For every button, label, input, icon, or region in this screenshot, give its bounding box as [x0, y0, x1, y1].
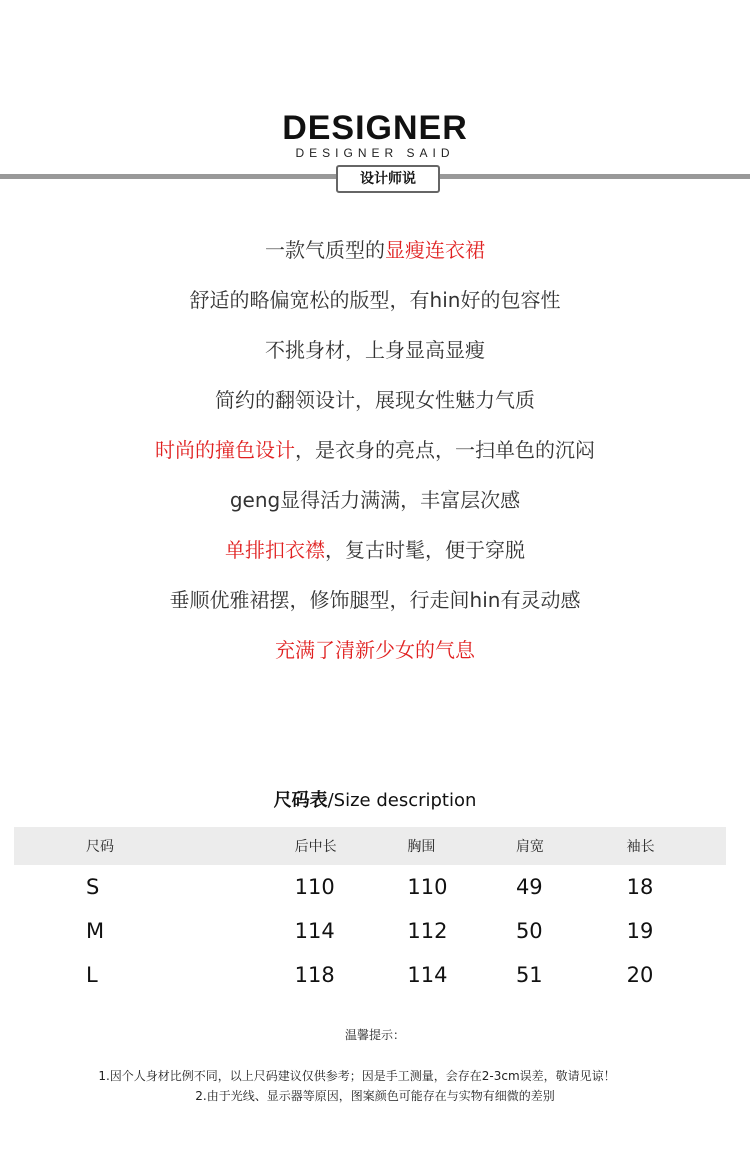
- copy-text: ，复古时髦，便于穿脱: [325, 538, 525, 562]
- brand-subtitle: DESIGNER SAID: [295, 146, 455, 160]
- copy-line: [0, 377, 750, 427]
- copy-text: ，是衣身的亮点，一扫单色的沉闷: [295, 438, 595, 462]
- table-cell: 20: [626, 963, 654, 987]
- tips-title: 温馨提示：: [344, 1028, 405, 1042]
- copy-highlight: 显瘦连衣裙: [385, 238, 485, 262]
- table-cell: 51: [515, 963, 543, 987]
- copy-text: 垂顺优雅裙摆，修饰腿型，行走间hin有灵动感: [169, 588, 581, 612]
- product-description: [0, 227, 750, 677]
- copy-highlight: 充满了清新少女的气息: [275, 638, 475, 662]
- copy-highlight: 单排扣衣襟: [225, 538, 325, 562]
- table-cell: 19: [626, 919, 654, 943]
- table-cell: 18: [626, 875, 654, 899]
- tip-item: 2.由于光线、显示器等原因，图案颜色可能存在与实物有细微的差别: [195, 1089, 555, 1103]
- table-row: [14, 909, 726, 953]
- copy-text: 不挑身材，上身显高显瘦: [265, 338, 485, 362]
- copy-line: [0, 277, 750, 327]
- table-header-row: [14, 827, 726, 865]
- copy-text: 简约的翻领设计，展现女性魅力气质: [215, 388, 535, 412]
- copy-line: [0, 227, 750, 277]
- divider-left: [0, 174, 330, 179]
- table-cell: 50: [515, 919, 543, 943]
- table-cell: 112: [407, 919, 448, 943]
- copy-line: [0, 477, 750, 527]
- brand-title: DESIGNER: [282, 109, 468, 147]
- col-header-shoulder: 肩宽: [515, 839, 544, 855]
- copy-line: [0, 427, 750, 477]
- table-cell: 114: [407, 963, 448, 987]
- tip-item: 1.因个人身材比例不同，以上尺码建议仅供参考；因是手工测量，会存在2-3cm误差，敬请见谅！: [98, 1069, 616, 1083]
- table-cell: M: [86, 919, 105, 943]
- table-row: [14, 953, 726, 997]
- copy-line: [0, 627, 750, 677]
- copy-line: [0, 527, 750, 577]
- copy-text: 一款气质型的: [265, 238, 385, 262]
- table-cell: 49: [515, 875, 543, 899]
- table-cell: 110: [294, 875, 335, 899]
- designer-header: [0, 108, 750, 198]
- copy-line: [0, 577, 750, 627]
- table-cell: 118: [294, 963, 335, 987]
- size-title-cn: 尺码表: [273, 790, 328, 811]
- table-cell: L: [86, 963, 98, 987]
- copy-line: [0, 327, 750, 377]
- divider-right: [443, 174, 750, 179]
- size-table: [14, 827, 726, 997]
- col-header-length: 后中长: [294, 839, 337, 855]
- table-cell: S: [86, 875, 100, 899]
- table-cell: 114: [294, 919, 335, 943]
- size-title-en: /Size description: [327, 790, 477, 811]
- col-header-bust: 胸围: [407, 839, 436, 855]
- designer-said-badge: 设计师说: [336, 165, 440, 193]
- copy-highlight: 时尚的撞色设计: [155, 438, 295, 462]
- col-header-sleeve: 袖长: [626, 839, 655, 855]
- table-row: [14, 865, 726, 909]
- table-cell: 110: [407, 875, 448, 899]
- copy-text: geng显得活力满满，丰富层次感: [229, 488, 521, 512]
- size-table-title: [0, 786, 750, 812]
- col-header-size: 尺码: [86, 839, 114, 855]
- copy-text: 舒适的略偏宽松的版型，有hin好的包容性: [189, 288, 561, 312]
